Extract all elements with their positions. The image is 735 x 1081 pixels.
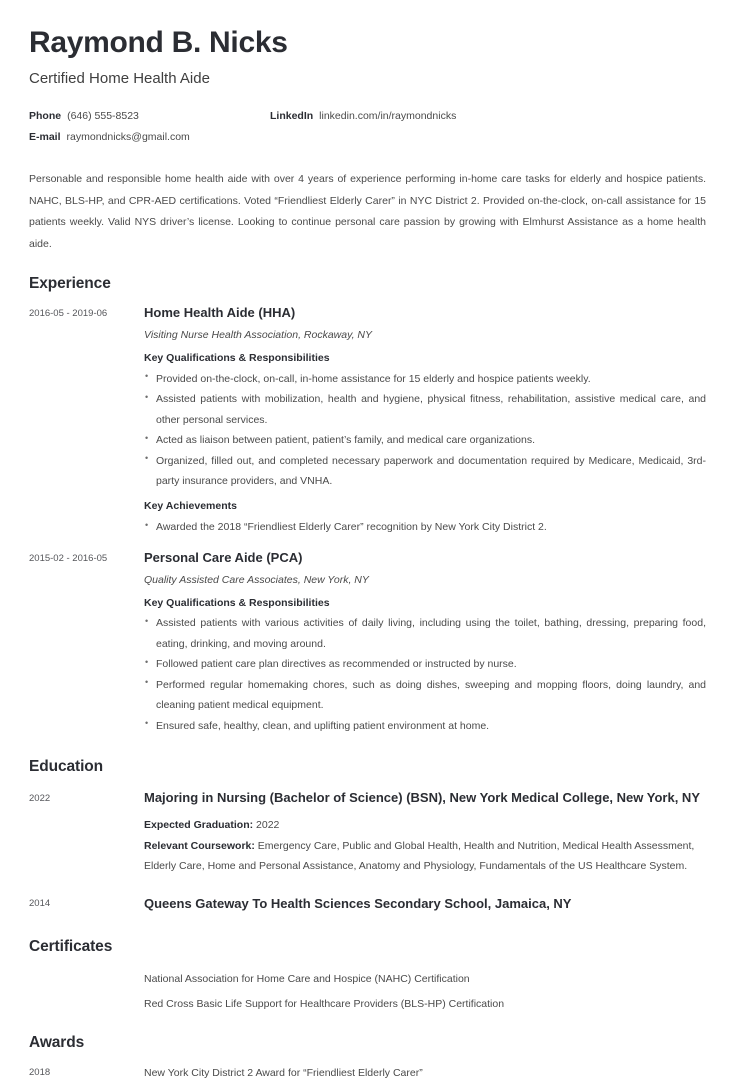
section-heading-awards: Awards [29, 1033, 85, 1051]
experience-entry [29, 303, 706, 538]
contact-block [29, 110, 706, 143]
list-item: • Assisted patients with mobilization, health and hygiene, physical fitness, rehabilitation, assistive medical care, and other personal services. [144, 389, 706, 430]
contact-row-phone-linkedin [29, 110, 706, 122]
section-heading-experience: Experience [29, 275, 111, 293]
section-experience [29, 275, 706, 736]
section-heading-certificates: Certificates [29, 937, 113, 955]
list-item: • Organized, filled out, and completed necessary paperwork and documentation required by Medicare, Medicaid, 3rd-party insurance providers, and VNHA. [144, 451, 706, 492]
page-title: Raymond B. Nicks [29, 26, 288, 59]
certificate-text: Red Cross Basic Life Support for Healthcare Providers (BLS-HP) Certification [144, 998, 505, 1011]
certificate-text: National Association for Home Care and Hospice (NAHC) Certification [144, 972, 470, 985]
section-education [29, 758, 706, 916]
education-coursework-value: Emergency Care, Public and Global Health, Health and Nutrition, Medical Health Assessment, Elderly Care, Home and Personal Assistance, Anatomy and Physiology, Fundamentals of the US Healthcare System. [144, 839, 695, 873]
experience-entry-title: Personal Care Aide (PCA) [144, 549, 303, 565]
contact-email [29, 131, 270, 143]
education-coursework-line [144, 836, 706, 877]
experience-entry-subtitle: Quality Assisted Care Associates, New York, NY [144, 573, 369, 586]
certificate-row [29, 972, 706, 987]
education-entry-body [144, 786, 706, 876]
education-graduation-line [144, 815, 706, 835]
contact-email-label: E-mail [29, 131, 61, 143]
education-entry-body [144, 892, 706, 916]
education-entry-date: 2022 [29, 793, 51, 805]
experience-entry-title: Home Health Aide (HHA) [144, 305, 296, 321]
professional-summary: Personable and responsible home health aide with over 4 years of experience performing in-home care tasks for elderly and hospice patients. NAHC, BLS-HP, and CPR-AED certifications. Voted “Friendliest Elderly Carer” in NYC District 2. Provided on-the-clock, on-call assistance for 15 patients weekly. Valid NYS driver’s license. Looking to continue personal care passion by growing with Elmhurst Assistance as a home health aide. [29, 173, 706, 250]
section-heading-education: Education [29, 758, 104, 776]
list-item: • Performed regular homemaking chores, such as doing dishes, sweeping and mopping floors, doing laundry, and cleaning patient medical equipment. [144, 675, 706, 716]
resume-header [29, 0, 706, 88]
experience-qualifications-list [144, 613, 706, 736]
experience-entry-subtitle: Visiting Nurse Health Association, Rockaway, NY [144, 329, 372, 342]
contact-linkedin-value[interactable]: linkedin.com/in/raymondnicks [319, 110, 457, 122]
experience-entry [29, 548, 706, 736]
award-row [29, 1066, 706, 1081]
education-entry [29, 892, 706, 916]
experience-qualifications-label: Key Qualifications & Responsibilities [144, 351, 330, 364]
contact-linkedin [270, 110, 456, 122]
list-item: • Acted as liaison between patient, patient’s family, and medical care organizations. [144, 430, 706, 450]
award-text: New York City District 2 Award for “Friendliest Elderly Carer” [144, 1066, 423, 1079]
contact-phone-label: Phone [29, 110, 62, 122]
contact-email-value[interactable]: raymondnicks@gmail.com [66, 131, 190, 143]
education-entry-title: Majoring in Nursing (Bachelor of Science) (BSN), New York Medical College, New York, NY [144, 790, 700, 806]
section-awards [29, 1034, 706, 1081]
experience-qualifications-list [144, 369, 706, 492]
experience-achievements-label: Key Achievements [144, 500, 237, 513]
contact-linkedin-label: LinkedIn [270, 110, 314, 122]
education-entry-meta [144, 815, 706, 876]
experience-entry-date: 2015-02 - 2016-05 [29, 552, 108, 564]
list-item: • Awarded the 2018 “Friendliest Elderly Carer” recognition by New York City District 2. [144, 517, 706, 537]
certificate-row [29, 997, 706, 1012]
list-item: • Provided on-the-clock, on-call, in-home assistance for 15 elderly and hospice patients weekly. [144, 369, 706, 389]
education-graduation-value: 2022 [256, 819, 280, 832]
contact-row-email [29, 131, 706, 143]
experience-entry-body [144, 303, 706, 538]
education-entry-date: 2014 [29, 897, 51, 909]
award-date: 2018 [29, 1066, 51, 1078]
education-coursework-label: Relevant Coursework: [144, 839, 255, 852]
job-title: Certified Home Health Aide [29, 69, 210, 87]
experience-entry-date: 2016-05 - 2019-06 [29, 308, 108, 320]
list-item: • Followed patient care plan directives as recommended or instructed by nurse. [144, 654, 706, 674]
education-graduation-label: Expected Graduation: [144, 819, 254, 832]
section-certificates [29, 938, 706, 1012]
experience-entry-body [144, 548, 706, 736]
education-entry [29, 786, 706, 876]
list-item: • Ensured safe, healthy, clean, and uplifting patient environment at home. [144, 716, 706, 736]
contact-phone [29, 110, 270, 122]
contact-phone-value[interactable]: (646) 555-8523 [67, 110, 139, 122]
experience-achievements-list [144, 517, 706, 537]
education-entry-title: Queens Gateway To Health Sciences Secondary School, Jamaica, NY [144, 895, 572, 911]
experience-qualifications-label: Key Qualifications & Responsibilities [144, 596, 330, 609]
list-item: • Assisted patients with various activities of daily living, including using the toilet, bathing, dressing, preparing food, eating, drinking, and moving around. [144, 613, 706, 654]
